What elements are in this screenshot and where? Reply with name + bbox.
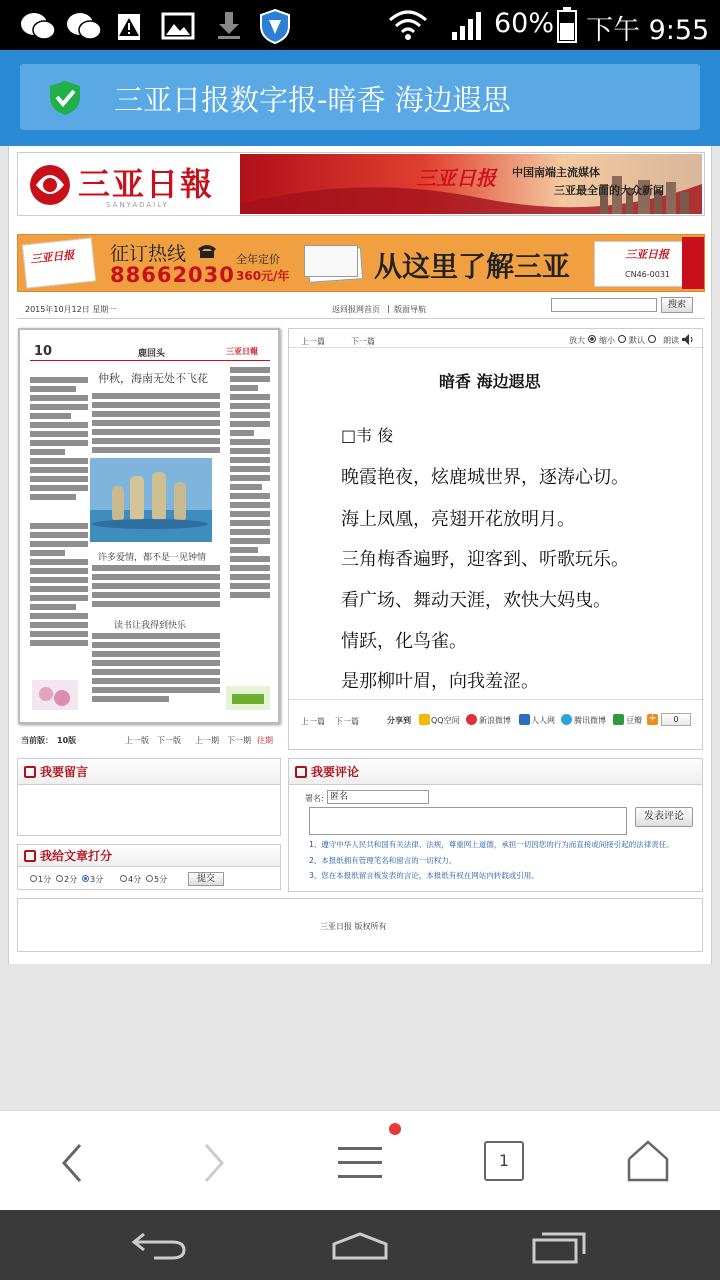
name-label: 署名: [305, 794, 324, 803]
newspaper-stack-image [304, 241, 366, 285]
comment-panel-header [289, 759, 702, 785]
home-link[interactable]: 返回报网首页 [332, 305, 380, 314]
search-button[interactable]: 搜索 [661, 297, 693, 313]
battery-percent: 60% [494, 8, 555, 39]
clock: 下午 9:55 [586, 15, 710, 46]
banner-logo: 三亚日报 [416, 166, 496, 190]
footer [17, 898, 703, 952]
cn-code: CN46-0031 [625, 270, 670, 279]
wifi-icon [386, 8, 430, 42]
copyright: 三亚日报 版权所有 [320, 922, 387, 931]
ad-logo-right: 三亚日报 [625, 248, 669, 261]
share-label: 分享到 [387, 716, 411, 725]
banner-slogan-2: 三亚最全面的大众新闻 [554, 184, 664, 197]
rating-radio-1[interactable] [30, 875, 37, 882]
newspaper-page-thumbnail[interactable] [18, 328, 280, 724]
toolbar-separator: | [387, 304, 390, 313]
banner-slogan-1: 中国南端主流媒体 [512, 166, 600, 179]
nav-link[interactable]: 版面导航 [394, 305, 426, 314]
article-line-5: 情跃，化鸟雀。 [341, 631, 467, 652]
hotline-number: 88662030 [110, 263, 235, 287]
thumb-logo: 三亚日報 [226, 347, 258, 356]
share-douban[interactable]: 豆瓣 [626, 716, 642, 725]
rating-radio-2[interactable] [56, 875, 63, 882]
rating-radio-4[interactable] [120, 875, 127, 882]
ad-paper-image [22, 237, 96, 288]
prev-page-link[interactable]: 上一版 [125, 736, 149, 745]
share-qzone[interactable]: QQ空间 [431, 716, 460, 725]
submit-comment-button[interactable]: 发表评论 [635, 807, 693, 827]
forward-icon[interactable] [200, 1141, 228, 1185]
zoom-out-label: 缩小 [599, 336, 615, 345]
current-page-label: 当前版： [21, 736, 53, 745]
article-line-2: 海上凤凰，亮翅开花放明月。 [341, 509, 575, 530]
rule-2: 2、本报纸拥有管理笔名和留言的一切权力。 [309, 856, 457, 865]
thumb-page-no: 10 [34, 344, 53, 359]
share-more-icon[interactable]: + [648, 713, 657, 724]
share-renren[interactable]: 人人网 [531, 716, 555, 725]
rating-panel-title: 我给文章打分 [40, 849, 113, 863]
rating-panel-header [18, 845, 280, 867]
tabs-icon[interactable]: 1 [484, 1141, 524, 1181]
read-aloud-label[interactable]: 朗读 [663, 336, 679, 345]
rating-submit-button[interactable]: 提交 [188, 872, 224, 886]
battery-icon [556, 6, 578, 44]
masthead [17, 152, 705, 216]
next-issue-link[interactable]: 下一期 [227, 736, 251, 745]
masthead-logo[interactable] [20, 155, 238, 213]
sys-recent-icon[interactable] [530, 1226, 590, 1266]
back-icon[interactable] [58, 1141, 86, 1185]
logo-text: 三亚日報 [78, 165, 215, 203]
prev-issue-link[interactable]: 上一期 [195, 736, 219, 745]
message-panel [17, 758, 281, 836]
wechat-icon [64, 8, 104, 42]
rating-option-5: 5分 [154, 875, 168, 884]
logo-subtext: SANYADAILY [106, 201, 169, 209]
issue-date: 2015年10月12日 星期一 [25, 305, 117, 314]
message-panel-header [18, 759, 280, 785]
masthead-banner [240, 154, 702, 214]
renren-icon[interactable] [519, 714, 530, 725]
thumb-photo-image [90, 458, 212, 542]
article-line-1: 晚霞艳夜，炫鹿城世界，逐涛心切。 [341, 467, 629, 488]
ad-headline: 从这里了解三亚 [374, 250, 571, 283]
thumb-headline-2: 许多爱情，都不是一见钟情 [98, 553, 207, 563]
tencent-weibo-icon[interactable] [561, 714, 572, 725]
mailbox-image [682, 237, 704, 289]
douban-icon[interactable] [613, 714, 624, 725]
rating-option-3: 3分 [90, 875, 104, 884]
comment-textarea[interactable] [309, 807, 627, 835]
weibo-icon[interactable] [466, 714, 477, 725]
divider [17, 318, 705, 319]
rule-1: 1、遵守中华人民共和国有关法律、法规，尊重网上道德，承担一切因您的行为而直接或间接引起的法律责任。 [309, 840, 674, 849]
note-icon [24, 850, 36, 862]
zoom-out-radio[interactable] [618, 335, 626, 343]
notification-dot [389, 1123, 401, 1135]
shield-check-icon [48, 79, 82, 117]
article-author: □韦 俊 [341, 426, 394, 445]
image-icon [160, 8, 196, 42]
wechat-icon [18, 8, 58, 42]
qzone-icon[interactable] [419, 714, 430, 725]
hotline-label: 征订热线 [110, 243, 187, 265]
zoom-in-label: 放大 [569, 336, 585, 345]
zoom-in-radio[interactable] [588, 335, 596, 343]
share-count: 0 [661, 713, 691, 726]
article-title: 暗香 海边遐思 [439, 372, 541, 391]
name-input[interactable]: 匿名 [327, 790, 429, 804]
menu-icon[interactable] [334, 1141, 396, 1185]
current-page-value: 10版 [57, 736, 77, 745]
thumb-flower-image [32, 680, 78, 710]
article-next-link-bottom[interactable]: 下一篇 [335, 717, 359, 726]
article-line-4: 看广场、舞动天涯，欢快大妈曳。 [341, 590, 611, 611]
home-icon[interactable] [626, 1139, 670, 1183]
system-nav-bar [0, 1210, 720, 1280]
signal-icon [448, 8, 484, 42]
price-label: 全年定价 [236, 253, 280, 266]
zoom-default-radio[interactable] [648, 335, 656, 343]
browser-bottom-nav [0, 1110, 720, 1210]
comment-panel-title: 我要评论 [311, 765, 360, 779]
page-title: 三亚日报数字报-暗香 海边遐思 [114, 83, 511, 117]
sys-back-icon[interactable] [130, 1226, 190, 1262]
thumb-section: 鹿回头 [138, 349, 166, 359]
subscription-ad[interactable] [17, 234, 705, 292]
rating-option-4: 4分 [128, 875, 142, 884]
web-page [8, 146, 712, 964]
download-icon [212, 8, 246, 42]
sys-home-icon[interactable] [330, 1228, 390, 1264]
phone-icon [196, 241, 218, 259]
article-panel [288, 328, 703, 750]
price-value: 360元/年 [236, 269, 290, 283]
article-line-3: 三角梅香遍野，迎客到、听歌玩乐。 [341, 549, 629, 570]
speaker-icon[interactable] [682, 334, 694, 345]
note-icon [295, 766, 307, 778]
archive-link[interactable]: 往期 [257, 736, 273, 745]
rating-option-1: 1分 [38, 875, 52, 884]
message-panel-title: 我要留言 [40, 765, 89, 779]
status-bar [0, 0, 720, 50]
article-prev-link-bottom[interactable]: 上一篇 [301, 717, 325, 726]
comment-panel [288, 758, 703, 892]
ad-logo: 三亚日报 [29, 248, 75, 266]
address-bar[interactable] [20, 64, 700, 130]
share-tencent-weibo[interactable]: 腾讯微博 [574, 716, 606, 725]
rating-panel [17, 844, 281, 890]
rating-option-2: 2分 [64, 875, 78, 884]
ad-paper-right [594, 241, 684, 287]
article-line-6: 是那柳叶眉，向我羞涩。 [341, 671, 539, 692]
article-prev-link[interactable]: 上一篇 [301, 337, 325, 346]
search-input[interactable] [551, 298, 657, 312]
share-weibo[interactable]: 新浪微博 [479, 716, 511, 725]
thumb-headline-3: 读书让我得到快乐 [114, 621, 187, 631]
article-next-link[interactable]: 下一篇 [351, 337, 375, 346]
rating-radio-3[interactable] [82, 875, 89, 882]
zoom-default-label: 默认 [629, 336, 645, 345]
rule-3: 3、您在本报纸留言板发表的言论，本报纸有权在网站内转载或引用。 [309, 871, 539, 880]
rating-radio-5[interactable] [146, 875, 153, 882]
alert-icon [112, 8, 148, 42]
logo-emblem-icon [26, 163, 74, 207]
thumb-ad-image [226, 686, 270, 710]
shield-icon [258, 8, 292, 44]
note-icon [24, 766, 36, 778]
browser-title-bar [0, 50, 720, 146]
thumb-headline-1: 仲秋，海南无处不飞花 [98, 372, 208, 385]
next-page-link[interactable]: 下一版 [157, 736, 181, 745]
